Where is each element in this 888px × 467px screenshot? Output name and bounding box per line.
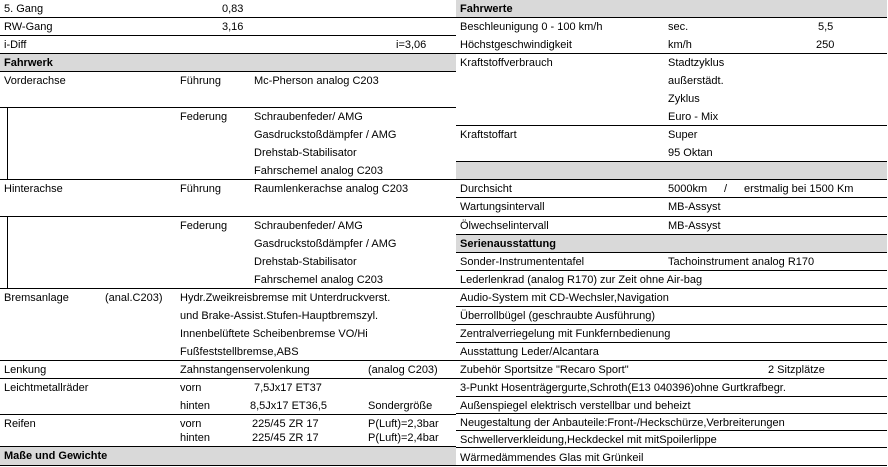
divider: [0, 446, 456, 447]
leichtmetall-row: [0, 397, 456, 415]
hinterachse-federung-row: [0, 271, 456, 289]
kraftstoffart-line: 95 Oktan: [668, 147, 713, 159]
divider: [456, 252, 887, 253]
hinterachse-fuehrung-label: Führung: [180, 183, 221, 195]
zubehoer-label: Zubehör Sportsitze "Recaro Sport": [460, 364, 629, 376]
beschleunigung-row: [456, 18, 887, 36]
lenkung-note: (analog C203): [368, 364, 438, 376]
wartung-value: MB-Assyst: [668, 201, 721, 213]
reifen-vorn-value: 225/45 ZR 17: [252, 418, 319, 430]
bremsanlage-line: Hydr.Zweikreisbremse mit Unterdruckverst.: [180, 292, 391, 304]
hoechst-unit: km/h: [668, 39, 692, 51]
hoechst-value: 250: [816, 39, 835, 51]
fahrwerk-title: Fahrwerk: [4, 57, 53, 69]
list-item: [456, 289, 887, 307]
divider: [456, 161, 887, 162]
bremsanlage-label: Bremsanlage: [4, 292, 69, 304]
kraftstoffverbrauch-line: Zyklus: [668, 93, 700, 105]
beschleunigung-label: Beschleunigung 0 - 100 km/h: [460, 21, 603, 33]
vorderachse-federung-line: Gasdruckstoßdämpfer / AMG: [254, 129, 397, 141]
gear5-label: 5. Gang: [4, 3, 44, 15]
serien-title: Serienausstattung: [460, 238, 556, 250]
vorderachse-federung-row: [0, 126, 456, 144]
reifen-hinten-label: hinten: [180, 432, 210, 444]
masse-header: [0, 447, 456, 465]
kraftstoffverbrauch-line: Stadtzyklus: [668, 57, 725, 69]
vorderachse-federung-line: Schraubenfeder/ AMG: [254, 111, 363, 123]
rw-row: [0, 18, 456, 36]
leichtmetall-vorn-value: 7,5Jx17 ET37: [254, 382, 322, 394]
leichtmetall-hinten-value: 8,5Jx17 ET36,5: [250, 400, 328, 412]
lenkung-value: Zahnstangenservolenkung: [180, 364, 310, 376]
kraftstoffart-label: Kraftstoffart: [460, 129, 517, 141]
list-item-text: Schwellerverkleidung,Heckdeckel mit mitSpoilerlippe: [460, 434, 717, 446]
idiff-row: [0, 36, 456, 54]
hinterachse-row: [0, 180, 456, 198]
sonder-label: Sonder-Instrumententafel: [460, 256, 585, 268]
divider: [456, 197, 887, 198]
leichtmetall-row: [0, 379, 456, 397]
divider: [0, 107, 456, 108]
oelwechsel-value: MB-Assyst: [668, 220, 721, 232]
divider: [456, 216, 887, 217]
serien-header: [456, 235, 887, 253]
kraftstoffverbrauch-line: Euro - Mix: [668, 111, 719, 123]
kraftstoffverbrauch-row: [456, 54, 887, 72]
divider: [0, 288, 456, 289]
reifen-row: [0, 429, 456, 447]
idiff-label: i-Diff: [4, 39, 27, 51]
lenkung-row: [0, 361, 456, 379]
hinterachse-federung-row: [0, 235, 456, 253]
kraftstoffverbrauch-row: [456, 108, 887, 126]
vorderachse-row: [0, 72, 456, 90]
divider: [456, 360, 887, 361]
leichtmetall-label: Leichtmetallräder: [4, 382, 89, 394]
divider: [456, 270, 887, 271]
divider: [456, 53, 887, 54]
divider: [456, 342, 887, 343]
blank-shaded-row: [456, 162, 887, 180]
durchsicht-value2: erstmalig bei 1500 Km: [744, 183, 854, 195]
bremsanlage-row: [0, 325, 456, 343]
kraftstoffverbrauch-row: [456, 72, 887, 90]
sonder-value: Tachoinstrument analog R170: [668, 256, 815, 268]
list-item-text: Audio-System mit CD-Wechsler,Navigation: [460, 292, 669, 304]
divider: [0, 360, 456, 361]
leichtmetall-vorn-label: vorn: [180, 382, 202, 394]
oelwechsel-label: Ölwechselintervall: [460, 220, 549, 232]
list-item-text: Überrollbügel (geschraubte Ausführung): [460, 310, 656, 322]
divider: [0, 179, 456, 180]
durchsicht-row: [456, 180, 887, 198]
reifen-label: Reifen: [4, 418, 36, 430]
beschleunigung-value: 5,5: [818, 21, 834, 33]
kraftstoffverbrauch-label: Kraftstoffverbrauch: [460, 57, 553, 69]
divider: [456, 396, 887, 397]
list-item-text: 3-Punkt Hosenträgergurte,Schroth(E13 040396)ohne Gurtkrafbegr.: [460, 382, 786, 394]
vorderachse-federung-row: [0, 162, 456, 180]
masse-title: Maße und Gewichte: [4, 450, 108, 462]
sonder-row: [456, 253, 887, 271]
divider: [456, 306, 887, 307]
list-item: [456, 307, 887, 325]
hinterachse-federung-label: Federung: [180, 220, 228, 232]
hinterachse-federung-line: Gasdruckstoßdämpfer / AMG: [254, 238, 397, 250]
divider: [7, 107, 8, 179]
bremsanlage-line: und Brake-Assist.Stufen-Hauptbremszyl.: [180, 310, 379, 322]
divider: [0, 35, 456, 36]
hinterachse-label: Hinterachse: [4, 183, 63, 195]
idiff-value: i=3,06: [396, 39, 427, 51]
divider: [456, 17, 887, 18]
hinterachse-federung-row: [0, 217, 456, 235]
reifen-vorn-label: vorn: [180, 418, 202, 430]
reifen-vorn-pressure: P(Luft)=2,3bar: [368, 418, 439, 430]
lenkung-label: Lenkung: [4, 364, 47, 376]
list-item-text: Wärmedämmendes Glas mit Grünkeil: [460, 452, 644, 464]
divider: [456, 324, 887, 325]
rw-label: RW-Gang: [4, 21, 53, 33]
list-item-text: Zentralverriegelung mit Funkfernbedienung: [460, 328, 671, 340]
durchsicht-value: 5000km: [668, 183, 708, 195]
bremsanlage-row: [0, 289, 456, 307]
vorderachse-federung-line: Drehstab-Stabilisator: [254, 147, 357, 159]
list-item-text: Außenspiegel elektrisch verstellbar und beheizt: [460, 400, 691, 412]
divider: [456, 430, 887, 431]
hinterachse-federung-row: [0, 253, 456, 271]
zubehoer-value: 2 Sitzplätze: [768, 364, 825, 376]
list-item-text: Lederlenkrad (analog R170) zur Zeit ohne Air-bag: [460, 274, 703, 286]
divider: [456, 234, 887, 235]
list-item-text: Neugestaltung der Anbauteile:Front-/Heckschürze,Verbreiterungen: [460, 417, 785, 429]
vorderachse-federung-line: Fahrschemel analog C203: [254, 165, 384, 177]
divider: [7, 216, 8, 288]
vorderachse-federung-row: [0, 144, 456, 162]
kraftstoffart-line: Super: [668, 129, 698, 141]
divider: [456, 413, 887, 414]
zubehoer-row: [456, 361, 887, 379]
divider: [0, 216, 456, 217]
leichtmetall-hinten-label: hinten: [180, 400, 210, 412]
hinterachse-federung-line: Drehstab-Stabilisator: [254, 256, 357, 268]
gear5-row: [0, 0, 456, 18]
hinterachse-fuehrung-value: Raumlenkerachse analog C203: [254, 183, 409, 195]
hinterachse-federung-line: Fahrschemel analog C203: [254, 274, 384, 286]
bremsanlage-row: [0, 343, 456, 361]
list-item: [456, 343, 887, 361]
hinterachse-federung-line: Schraubenfeder/ AMG: [254, 220, 363, 232]
kraftstoffverbrauch-row: [456, 90, 887, 108]
beschleunigung-unit: sec.: [668, 21, 689, 33]
divider: [456, 125, 887, 126]
gear5-value: 0,83: [222, 3, 244, 15]
divider: [0, 71, 456, 72]
divider: [0, 17, 456, 18]
durchsicht-separator: /: [724, 183, 728, 195]
reifen-hinten-pressure: P(Luft)=2,4bar: [368, 432, 439, 444]
kraftstoffart-row: [456, 126, 887, 144]
list-item-text: Ausstattung Leder/Alcantara: [460, 346, 599, 358]
hoechst-row: [456, 36, 887, 54]
vorderachse-federung-row: [0, 108, 456, 126]
list-item: [456, 325, 887, 343]
bremsanlage-note: (anal.C203): [105, 292, 163, 304]
divider: [456, 179, 887, 180]
reifen-hinten-value: 225/45 ZR 17: [252, 432, 319, 444]
divider: [0, 53, 456, 54]
durchsicht-label: Durchsicht: [460, 183, 512, 195]
vorderachse-fuehrung-label: Führung: [180, 75, 221, 87]
vorderachse-label: Vorderachse: [4, 75, 66, 87]
wartung-row: [456, 198, 887, 216]
fahrwerte-title: Fahrwerte: [460, 3, 513, 15]
bremsanlage-row: [0, 307, 456, 325]
divider: [456, 447, 887, 448]
vorderachse-federung-label: Federung: [180, 111, 228, 123]
kraftstoffart-row: [456, 144, 887, 162]
rw-value: 3,16: [222, 21, 244, 33]
kraftstoffverbrauch-line: außerstädt.: [668, 75, 724, 87]
leichtmetall-hinten-note: Sondergröße: [368, 400, 433, 412]
divider: [456, 378, 887, 379]
divider: [0, 414, 456, 415]
hoechst-label: Höchstgeschwindigkeit: [460, 39, 572, 51]
bremsanlage-line: Innenbelüftete Scheibenbremse VO/Hi: [180, 328, 368, 340]
list-item: [456, 379, 887, 397]
divider: [0, 378, 456, 379]
fahrwerk-header: [0, 54, 456, 72]
vorderachse-fuehrung-value: Mc-Pherson analog C203: [254, 75, 379, 87]
fahrwerte-header: [456, 0, 887, 18]
bremsanlage-line: Fußfeststellbremse,ABS: [180, 346, 299, 358]
divider: [456, 288, 887, 289]
list-item: [456, 271, 887, 289]
oelwechsel-row: [456, 217, 887, 235]
wartung-label: Wartungsintervall: [460, 201, 545, 213]
